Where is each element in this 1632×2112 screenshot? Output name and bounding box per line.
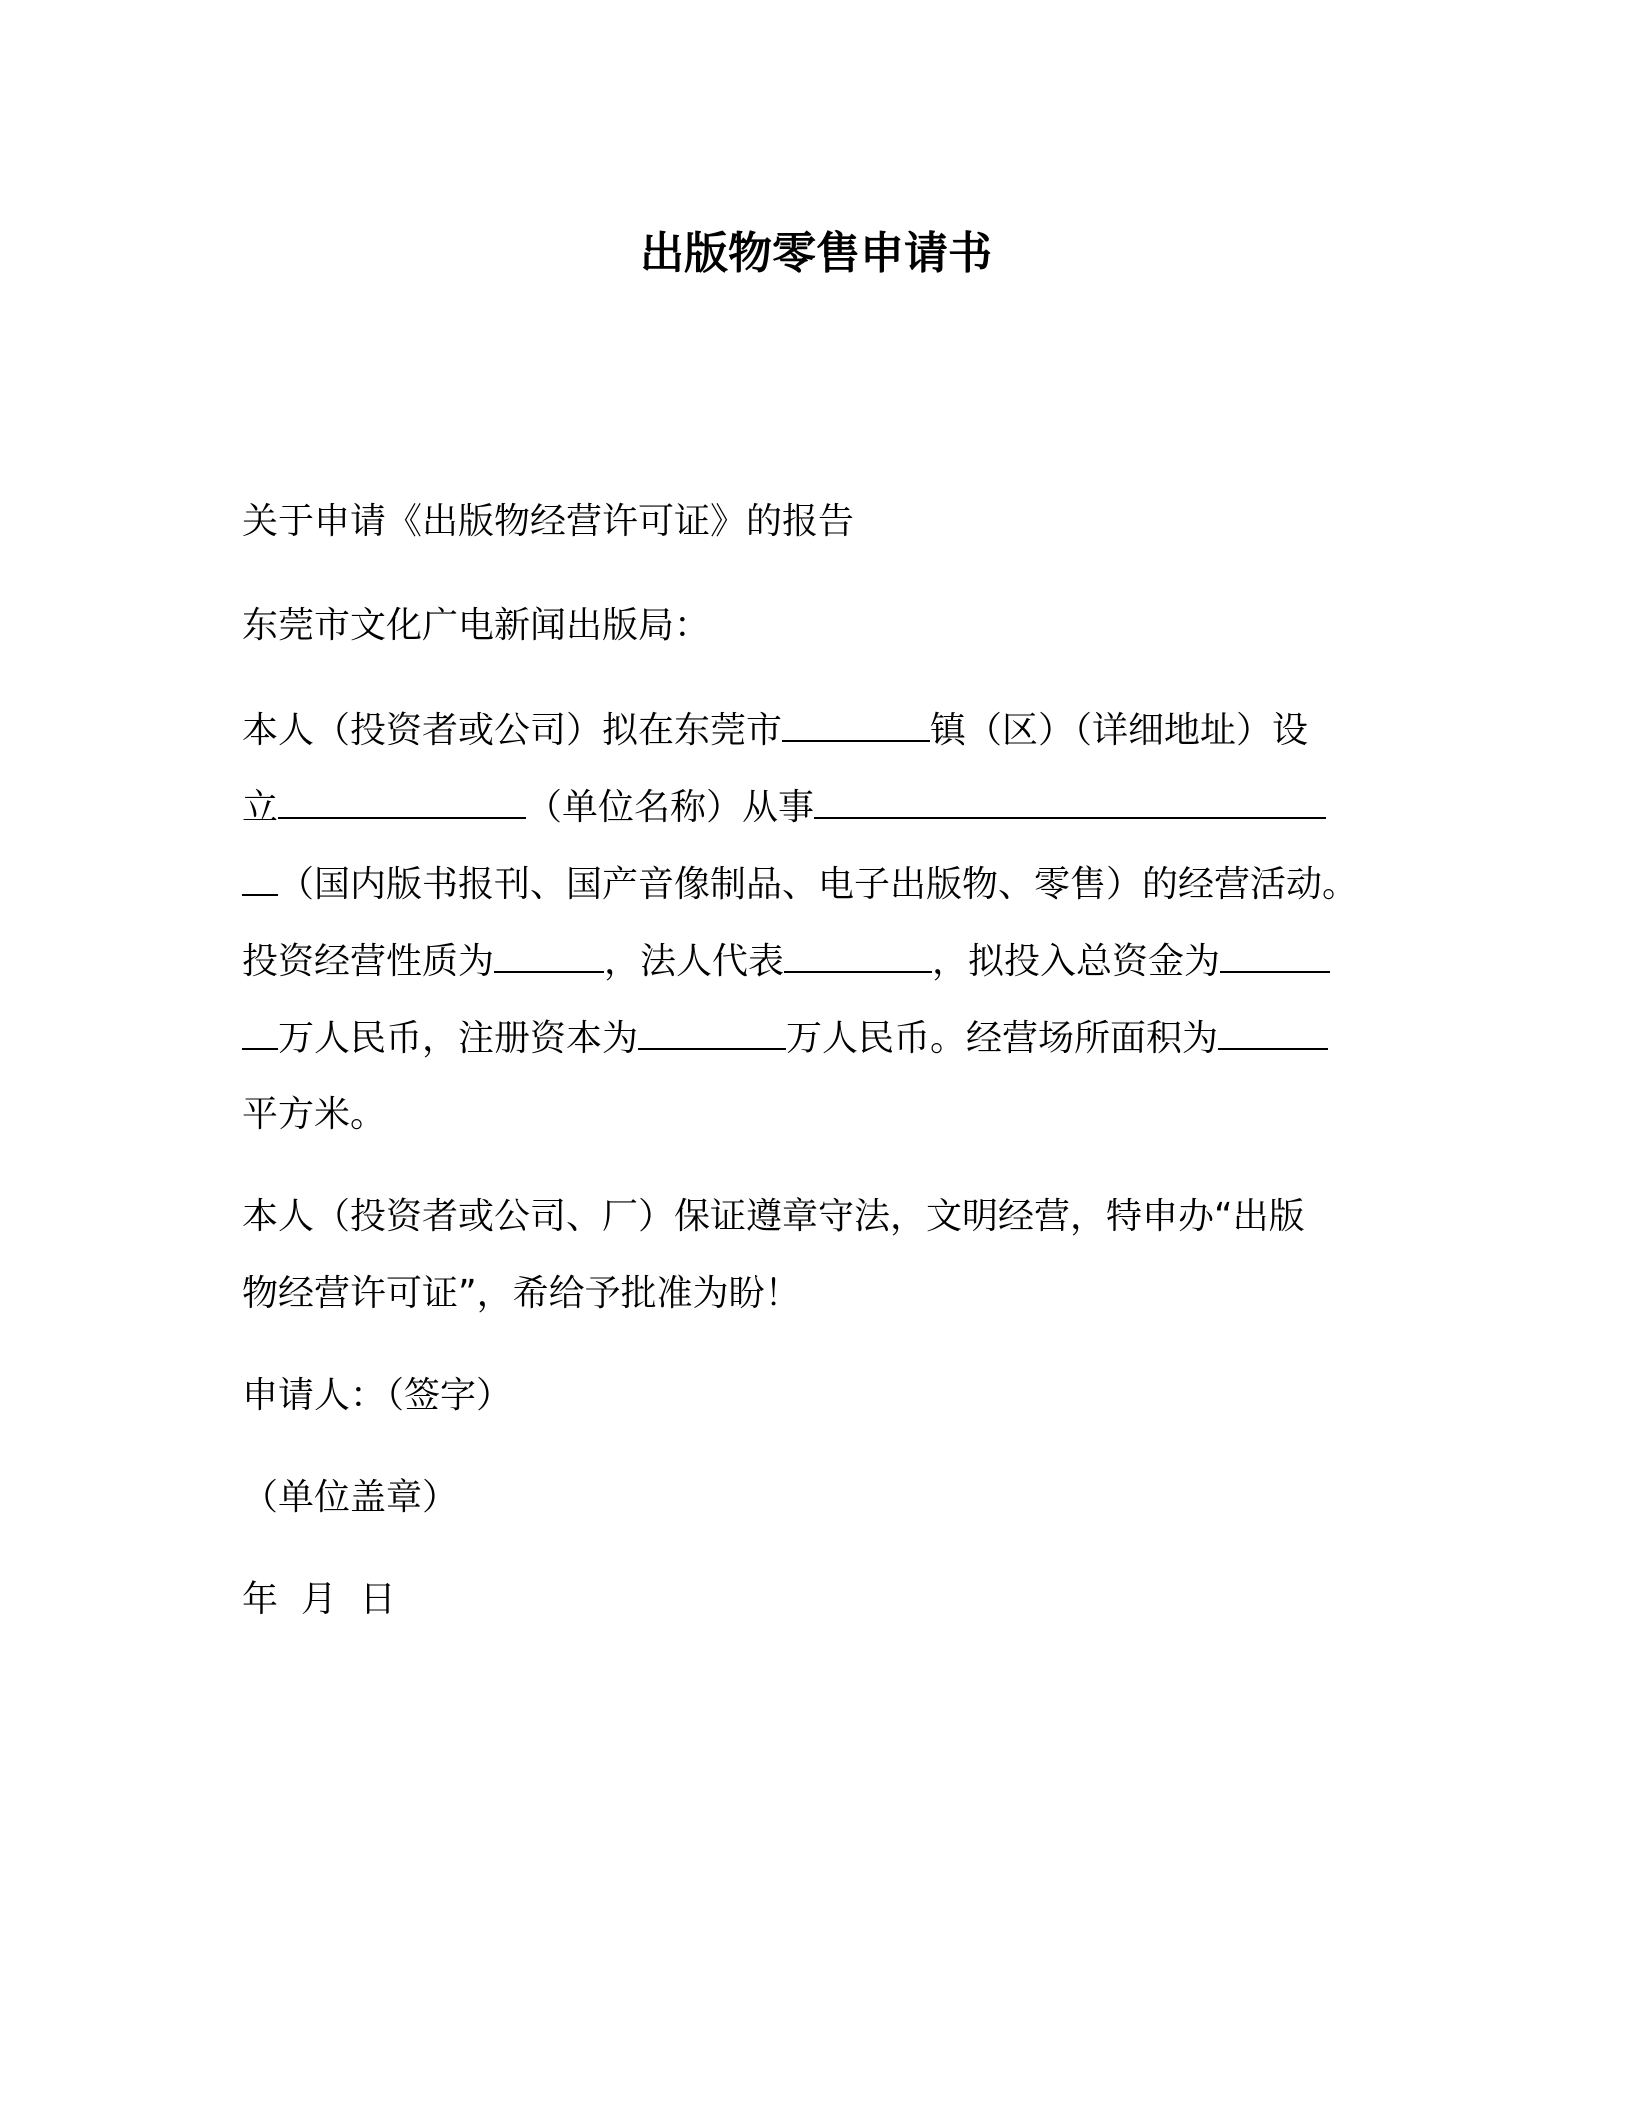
text-segment: （国内版书报刊、国产音像制品、电子出版物、零售）的经营活动。	[278, 864, 1359, 905]
recipient-line: 东莞市文化广电新闻出版局：	[242, 605, 711, 646]
text-segment: 立	[242, 787, 279, 828]
paragraph-2-line-1: 本人（投资者或公司、厂）保证遵章守法，文明经营，特申办“出版	[242, 1196, 1305, 1237]
text-segment: 万人民币，注册资本为	[278, 1018, 639, 1059]
text-segment: 本人（投资者或公司）拟在东莞市	[242, 710, 783, 751]
paragraph-1-line-3	[242, 860, 1358, 909]
unit-name-blank	[278, 783, 526, 819]
business-scope-blank	[814, 783, 1326, 819]
seal-line: （单位盖章）	[242, 1477, 459, 1518]
paragraph-1-line-6: 平方米。	[242, 1094, 387, 1135]
business-scope-blank-cont	[242, 860, 278, 896]
paragraph-1-line-5	[242, 1014, 1328, 1063]
paragraph-1-line-1	[242, 706, 1308, 755]
paragraph-1-line-2	[242, 783, 1326, 832]
date-line: 年 月 日	[242, 1579, 396, 1620]
total-investment-blank	[1220, 937, 1330, 973]
legal-rep-blank	[784, 937, 932, 973]
area-blank	[1218, 1014, 1328, 1050]
nature-blank	[494, 937, 604, 973]
text-segment: （单位名称）从事	[526, 787, 815, 828]
paragraph-1-line-4	[242, 937, 1330, 986]
paragraph-2-line-2: 物经营许可证”，希给予批准为盼！	[242, 1273, 801, 1314]
subject-line: 关于申请《出版物经营许可证》的报告	[242, 501, 855, 542]
text-segment: 投资经营性质为	[242, 941, 495, 982]
document-title: 出版物零售申请书	[640, 228, 992, 279]
town-blank	[782, 706, 930, 742]
applicant-signature-line: 申请人：（签字）	[242, 1375, 513, 1416]
text-segment: ，法人代表	[604, 941, 785, 982]
total-investment-blank-cont	[242, 1014, 278, 1050]
text-segment: ，拟投入总资金为	[932, 941, 1221, 982]
text-segment: 万人民币。经营场所面积为	[786, 1018, 1219, 1059]
text-segment: 镇（区）（详细地址）设	[930, 710, 1309, 751]
registered-capital-blank	[638, 1014, 786, 1050]
